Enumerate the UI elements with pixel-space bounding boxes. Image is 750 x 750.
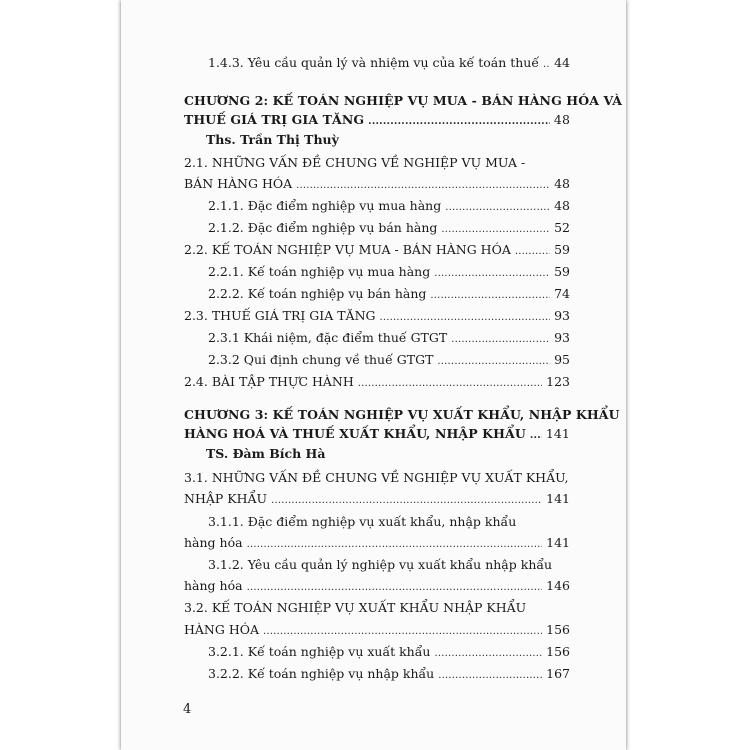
dot-leader xyxy=(445,198,550,212)
dot-leader xyxy=(271,491,542,505)
chapter-2-author: Ths. Trần Thị Thuỳ xyxy=(206,132,339,147)
page-number: 141 xyxy=(546,535,570,550)
toc-entry-text: BÁN HÀNG HÓA xyxy=(184,176,293,191)
toc-entry-text: 3.2.1. Kế toán nghiệp vụ xuất khẩu xyxy=(208,644,431,659)
toc-entry-2-3 xyxy=(184,308,570,324)
toc-entry-3-2-2 xyxy=(208,666,570,682)
toc-entry-2-1-1 xyxy=(208,198,570,214)
toc-entry-3-1 xyxy=(184,470,570,486)
dot-leader xyxy=(543,55,550,69)
page-number: 93 xyxy=(554,308,570,323)
toc-entry-2-1-line-2 xyxy=(184,176,570,192)
page-number: 48 xyxy=(554,176,570,191)
page-number: 123 xyxy=(546,374,570,389)
page-number: 59 xyxy=(554,264,570,279)
toc-entry-1-4-3 xyxy=(208,55,570,71)
toc-entry-3-1-1-line-2 xyxy=(184,535,570,551)
toc-entry-text: 2.3.1 Khái niệm, đặc điểm thuế GTGT xyxy=(208,330,448,345)
toc-entry-text: 2.2.1. Kế toán nghiệp vụ mua hàng xyxy=(208,264,431,279)
toc-entry-2-3-1 xyxy=(208,330,570,346)
chapter-3-heading-line-2 xyxy=(184,425,570,443)
dot-leader xyxy=(296,176,550,190)
chapter-3-author: TS. Đàm Bích Hà xyxy=(206,446,326,461)
page-number: 95 xyxy=(554,352,570,367)
toc-entry-3-2 xyxy=(184,600,570,616)
toc-entry-text: 1.4.3. Yêu cầu quản lý và nhiệm vụ của kế toán thuế xyxy=(208,55,540,70)
toc-entry-2-2-2 xyxy=(208,286,570,302)
toc-entry-text: HÀNG HÓA xyxy=(184,622,259,637)
page-number: 74 xyxy=(554,286,570,301)
toc-entry-text: 2.2. KẾ TOÁN NGHIỆP VỤ MUA - BÁN HÀNG HÓA xyxy=(184,242,511,257)
toc-entry-text: 2.1. NHỮNG VẤN ĐỀ CHUNG VỀ NGHIỆP VỤ MUA - xyxy=(184,155,526,170)
page-number: 141 xyxy=(545,426,570,441)
chapter-3-heading xyxy=(184,406,620,424)
toc-entry-2-4 xyxy=(184,374,570,390)
page-number: 146 xyxy=(546,578,570,593)
toc-entry-text: 2.1.2. Đặc điểm nghiệp vụ bán hàng xyxy=(208,220,438,235)
page-number: 48 xyxy=(553,112,570,127)
dot-leader xyxy=(434,644,542,658)
toc-entry-text: 2.1.1. Đặc điểm nghiệp vụ mua hàng xyxy=(208,198,442,213)
chapter-title-line-1: CHƯƠNG 2: KẾ TOÁN NGHIỆP VỤ MUA - BÁN HÀNG HÓA VÀ xyxy=(184,93,623,108)
toc-entry-3-1-line-2 xyxy=(184,491,570,507)
toc-entry-3-1-1 xyxy=(208,514,570,530)
dot-leader xyxy=(530,425,542,439)
page-number: 48 xyxy=(554,198,570,213)
dot-leader xyxy=(434,264,550,278)
toc-entry-2-3-2 xyxy=(208,352,570,368)
chapter-title-line-2: THUẾ GIÁ TRỊ GIA TĂNG xyxy=(184,112,365,127)
page-number: 59 xyxy=(554,242,570,257)
page-number: 93 xyxy=(554,330,570,345)
chapter-title-line-2: HÀNG HOÁ VÀ THUẾ XUẤT KHẨU, NHẬP KHẨU xyxy=(184,426,526,441)
toc-entry-2-1 xyxy=(184,155,570,171)
toc-entry-3-2-1 xyxy=(208,644,570,660)
toc-entry-text: 3.1. NHỮNG VẤN ĐỀ CHUNG VỀ NGHIỆP VỤ XUẤT KHẨU, xyxy=(184,470,569,485)
toc-entry-3-1-2 xyxy=(208,557,570,573)
page-number: 52 xyxy=(554,220,570,235)
toc-entry-2-2-1 xyxy=(208,264,570,280)
toc-entry-3-2-line-2 xyxy=(184,622,570,638)
toc-entry-text: 2.2.2. Kế toán nghiệp vụ bán hàng xyxy=(208,286,427,301)
page-number: 167 xyxy=(546,666,570,681)
toc-entry-text: 2.4. BÀI TẬP THỰC HÀNH xyxy=(184,374,354,389)
toc-entry-2-1-2 xyxy=(208,220,570,236)
page-number: 156 xyxy=(546,644,570,659)
toc-entry-text: 3.2. KẾ TOÁN NGHIỆP VỤ XUẤT KHẨU NHẬP KHẨU xyxy=(184,600,527,615)
dot-leader xyxy=(451,330,550,344)
toc-entry-text: 2.3. THUẾ GIÁ TRỊ GIA TĂNG xyxy=(184,308,376,323)
chapter-title-line-1: CHƯƠNG 3: KẾ TOÁN NGHIỆP VỤ XUẤT KHẨU, NHẬP KHẨU xyxy=(184,407,620,422)
page-number: 44 xyxy=(554,55,570,70)
dot-leader xyxy=(441,220,550,234)
dot-leader xyxy=(263,622,542,636)
toc-entry-text: hàng hóa xyxy=(184,578,243,593)
page-number: 156 xyxy=(546,622,570,637)
toc-entry-text: 3.1.1. Đặc điểm nghiệp vụ xuất khẩu, nhập khẩu xyxy=(208,514,517,529)
dot-leader xyxy=(368,111,550,125)
page-number: 141 xyxy=(546,491,570,506)
toc-entry-text: hàng hóa xyxy=(184,535,243,550)
chapter-2-heading xyxy=(184,92,623,110)
dot-leader xyxy=(358,374,542,388)
dot-leader xyxy=(247,578,543,592)
toc-entry-text: 3.1.2. Yêu cầu quản lý nghiệp vụ xuất khẩu nhập khẩu xyxy=(208,557,553,572)
page-folio-number: 4 xyxy=(183,702,192,717)
dot-leader xyxy=(438,666,542,680)
dot-leader xyxy=(247,535,543,549)
toc-entry-2-2 xyxy=(184,242,570,258)
toc-entry-text: 2.3.2 Qui định chung về thuế GTGT xyxy=(208,352,434,367)
dot-leader xyxy=(515,242,550,256)
toc-entry-text: 3.2.2. Kế toán nghiệp vụ nhập khẩu xyxy=(208,666,435,681)
dot-leader xyxy=(430,286,550,300)
dot-leader xyxy=(380,308,551,322)
dot-leader xyxy=(437,352,550,366)
toc-entry-3-1-2-line-2 xyxy=(184,578,570,594)
chapter-2-heading-line-2 xyxy=(184,111,570,129)
toc-entry-text: NHẬP KHẨU xyxy=(184,491,268,506)
